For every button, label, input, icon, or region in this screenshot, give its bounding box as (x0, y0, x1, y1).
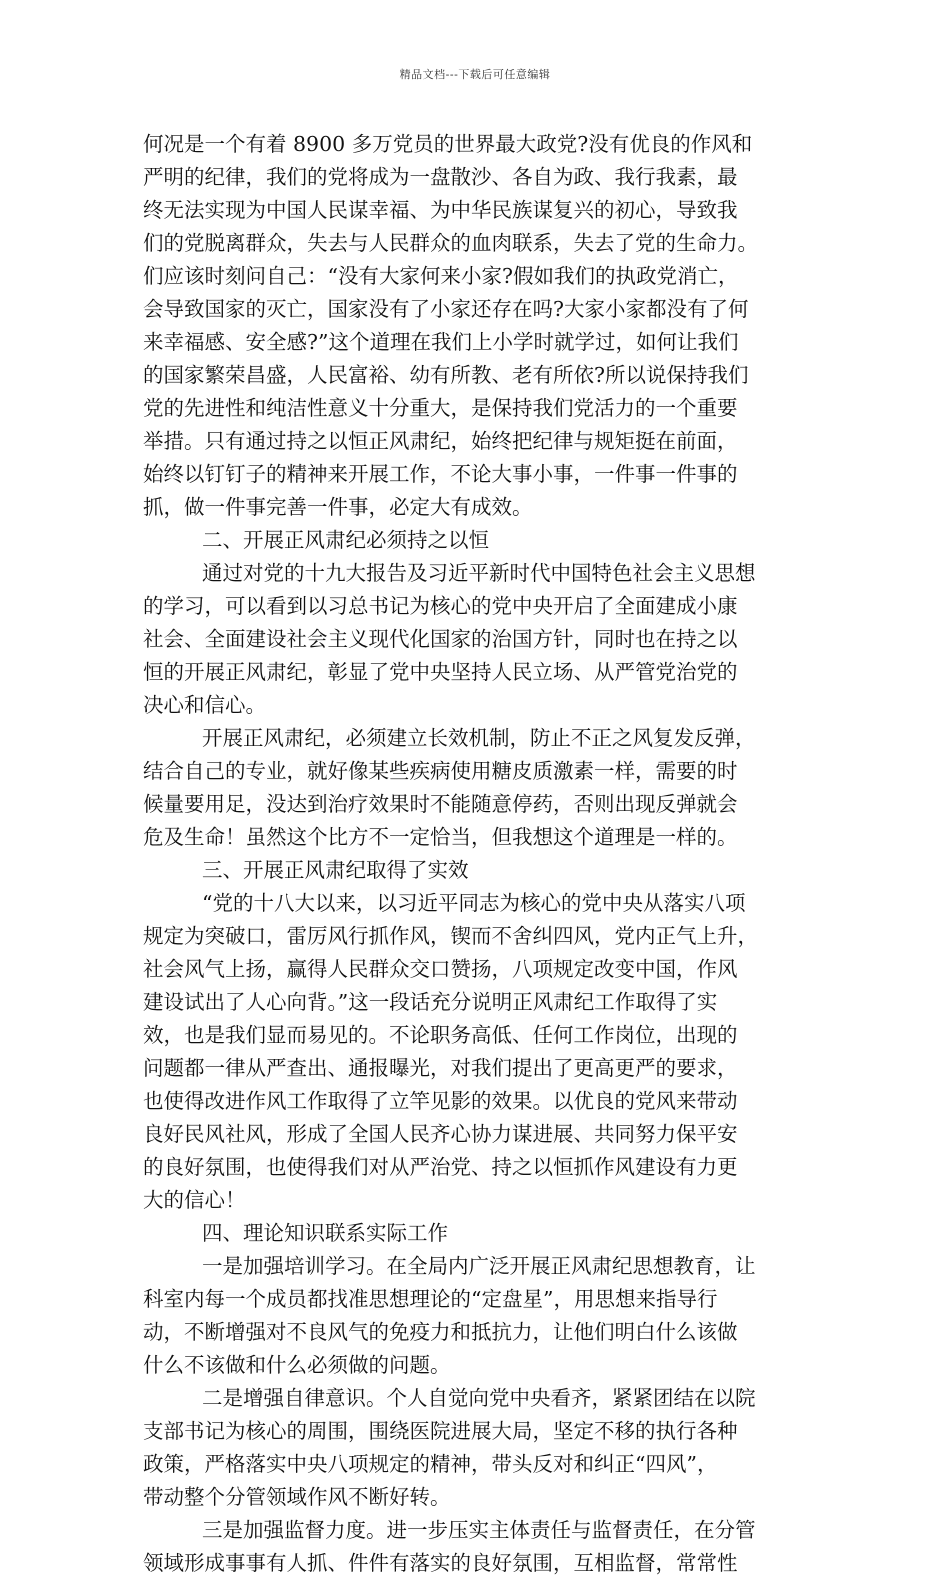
document-body (143, 128, 808, 1580)
text-line: 通过对党的十九大报告及习近平新时代中国特色社会主义思想 (202, 561, 756, 585)
text-line: 领域形成事事有人抓、件件有落实的良好氛围，互相监督，常常性 (143, 1551, 738, 1575)
text-line: 抓，做一件事完善一件事，必定大有成效。 (143, 495, 533, 519)
text-line: 结合自己的专业，就好像某些疾病使用糖皮质激素一样，需要的时 (143, 759, 738, 783)
text-line: 来幸福感、安全感?”这个道理在我们上小学时就学过，如何让我们 (143, 330, 739, 354)
text-line: 带动整个分管领域作风不断好转。 (143, 1485, 451, 1509)
text-line: 社会、全面建设社会主义现代化国家的治国方针，同时也在持之以 (143, 627, 738, 651)
text-line: 也使得改进作风工作取得了立竿见影的效果。以优良的党风来带动 (143, 1089, 738, 1113)
page-header: 精品文档---下载后可任意编辑 (399, 68, 551, 81)
text-line: 动，不断增强对不良风气的免疫力和抵抗力，让他们明白什么该做 (143, 1320, 738, 1344)
text-line: 科室内每一个成员都找准思想理论的“定盘星”，用思想来指导行 (143, 1287, 718, 1311)
text-line: 二、开展正风肃纪必须持之以恒 (202, 528, 489, 552)
text-line: 问题都一律从严查出、通报曝光，对我们提出了更高更严的要求， (143, 1056, 738, 1080)
text-line: “党的十八大以来，以习近平同志为核心的党中央从落实八项 (202, 891, 746, 915)
text-line: 候量要用足，没达到治疗效果时不能随意停药，否则出现反弹就会 (143, 792, 738, 816)
text-line: 效，也是我们显而易见的。不论职务高低、任何工作岗位，出现的 (143, 1023, 738, 1047)
text-line: 四、理论知识联系实际工作 (202, 1221, 448, 1245)
text-line: 会导致国家的灭亡，国家没有了小家还存在吗?大家小家都没有了何 (143, 297, 749, 321)
text-line: 终无法实现为中国人民谋幸福、为中华民族谋复兴的初心，导致我 (143, 198, 738, 222)
text-line: 一是加强培训学习。在全局内广泛开展正风肃纪思想教育，让 (202, 1254, 756, 1278)
text-line: 大的信心！ (143, 1188, 246, 1212)
text-line: 何况是一个有着 8900 多万党员的世界最大政党?没有优良的作风和 (143, 132, 753, 156)
text-line: 支部书记为核心的周围，围绕医院进展大局，坚定不移的执行各种 (143, 1419, 738, 1443)
text-line: 们应该时刻问自己：“没有大家何来小家?假如我们的执政党消亡， (143, 264, 739, 288)
text-line: 三、开展正风肃纪取得了实效 (202, 858, 469, 882)
text-line: 危及生命！虽然这个比方不一定恰当，但我想这个道理是一样的。 (143, 825, 738, 849)
text-line: 严明的纪律，我们的党将成为一盘散沙、各自为政、我行我素，最 (143, 165, 738, 189)
text-line: 恒的开展正风肃纪，彰显了党中央坚持人民立场、从严管党治党的 (143, 660, 738, 684)
text-line: 的国家繁荣昌盛，人民富裕、幼有所教、老有所依?所以说保持我们 (143, 363, 749, 387)
text-line: 建设试出了人心向背。”这一段话充分说明正风肃纪工作取得了实 (143, 990, 718, 1014)
text-line: 的良好氛围，也使得我们对从严治党、持之以恒抓作风建设有力更 (143, 1155, 738, 1179)
text-line: 始终以钉钉子的精神来开展工作，不论大事小事，一件事一件事的 (143, 462, 738, 486)
text-line: 规定为突破口，雷厉风行抓作风，锲而不舍纠四风，党内正气上升， (143, 924, 758, 948)
text-line: 三是加强监督力度。进一步压实主体责任与监督责任，在分管 (202, 1518, 756, 1542)
text-line: 的学习，可以看到以习总书记为核心的党中央开启了全面建成小康 (143, 594, 738, 618)
text-line: 党的先进性和纯洁性意义十分重大，是保持我们党活力的一个重要 (143, 396, 738, 420)
text-line: 决心和信心。 (143, 693, 266, 717)
text-line: 良好民风社风，形成了全国人民齐心协力谋进展、共同努力保平安 (143, 1122, 738, 1146)
text-line: 二是增强自律意识。个人自觉向党中央看齐，紧紧团结在以院 (202, 1386, 756, 1410)
text-line: 开展正风肃纪，必须建立长效机制，防止不正之风复发反弹， (202, 726, 756, 750)
text-line: 举措。只有通过持之以恒正风肃纪，始终把纪律与规矩挺在前面， (143, 429, 738, 453)
text-line: 社会风气上扬，赢得人民群众交口赞扬，八项规定改变中国，作风 (143, 957, 738, 981)
text-line: 们的党脱离群众，失去与人民群众的血肉联系，失去了党的生命力。 (143, 231, 758, 255)
text-line: 政策，严格落实中央八项规定的精神，带头反对和纠正“四风”， (143, 1452, 718, 1476)
text-line: 什么不该做和什么必须做的问题。 (143, 1353, 451, 1377)
